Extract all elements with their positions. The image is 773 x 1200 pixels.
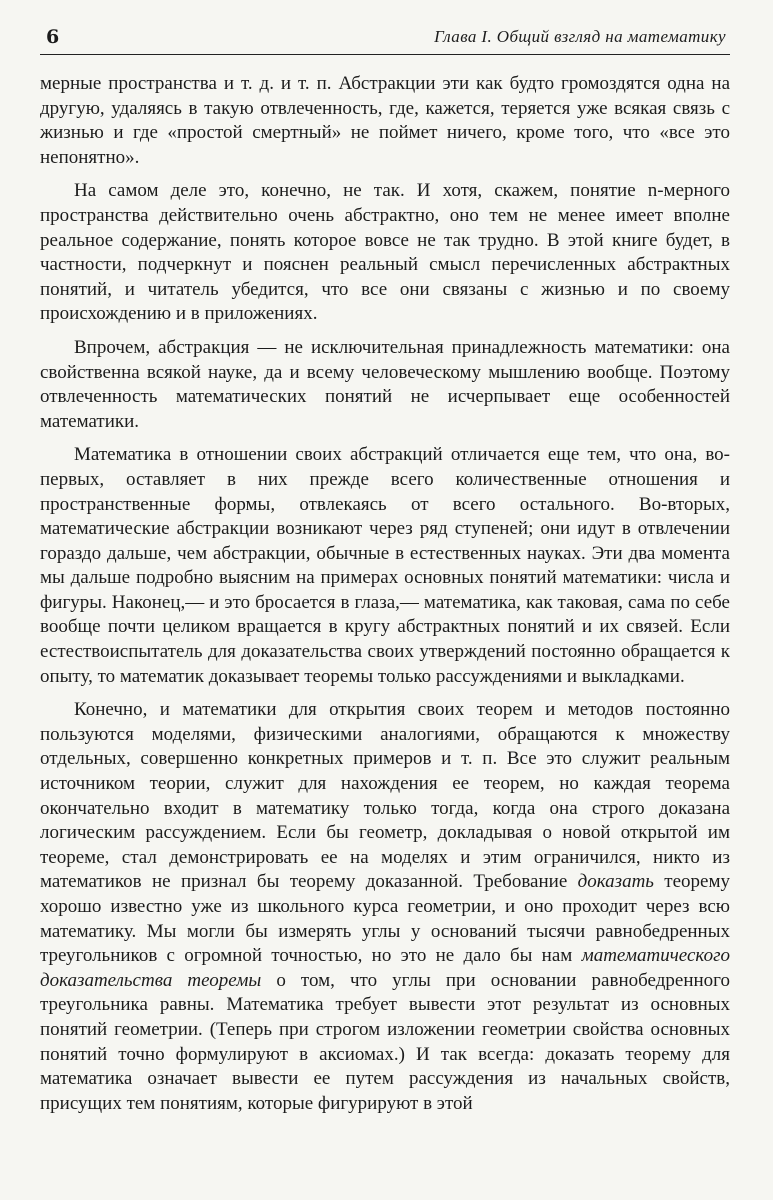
- emphasis-text: доказать: [577, 871, 654, 893]
- paragraph-with-emphasis: [40, 698, 730, 1116]
- page-header: [40, 24, 730, 55]
- emphasis-text: математического доказательства теоремы: [40, 945, 730, 991]
- page-number: 6: [46, 26, 60, 48]
- paragraph-text: теорему хорошо известно уже из школьного курса геометрии, и оно проходит через всю математику. Мы могли бы измерять углы у оснований тысячи равнобедренных треугольников с огромной точностью, но это не дало бы нам: [40, 871, 730, 967]
- paragraph: Впрочем, абстракция — не исключительная принадлежность математики: она свойственна всякой науке, да и всему человеческому мышлению вообще. Поэтому отвлеченность математических понятий не исчерпывает еще особенностей математики.: [40, 336, 730, 432]
- paragraph-text: Конечно, и математики для открытия своих теорем и методов постоянно пользуются моделями, физическими аналогиями, обращаются к множеству отдельных, совершенно конкретных примеров и т. п. Все это служит реальным источником теории, служит для нахождения ее теорем, но каждая теорема окончательно входит в математику только тогда, когда она строго доказана логическим рассуждением. Если бы геометр, докладывая о новой открытой им теореме, стал демонстрировать ее на моделях и этим ограничился, никто из математиков не признал бы теорему доказанной. Требование: [40, 699, 730, 893]
- paragraph: На самом деле это, конечно, не так. И хотя, скажем, понятие n-мерного пространства действительно очень абстрактно, оно тем не менее имеет вполне реальное содержание, понять которое вовсе не так трудно. В этой книге будет, в частности, подчеркнут и пояснен реальный смысл перечисленных абстрактных понятий, и читатель убедится, что все они связаны с жизнью и по своему происхождению и в приложениях.: [40, 180, 730, 325]
- paragraph-text: о том, что углы при основании равнобедренного треугольника равны. Математика требует вывести этот результат из основных понятий геометрии. (Теперь при строгом изложении геометрии свойства основных понятий точно формулируют в аксиомах.) И так всегда: доказать теорему для математика означает вывести ее путем рассуждения из начальных свойств, присущих тем понятиям, которые фигурируют в этой: [40, 969, 730, 1114]
- paragraph-continued: мерные пространства и т. д. и т. п. Абстракции эти как будто громоздятся одна на другую, удаляясь в такую отвлеченность, где, кажется, теряется уже всякая связь с жизнью и где «простой смертный» не поймет ничего, кроме того, что «все это непонятно».: [40, 73, 730, 168]
- paragraph: Математика в отношении своих абстракций отличается еще тем, что она, во-первых, оставляет в них прежде всего количественные отношения и пространственные формы, отвлекаясь от всего остального. Во-вторых, математические абстракции возникают через ряд ступеней; они идут в отвлечении гораздо дальше, чем абстракции, обычные в естественных науках. Эти два момента мы дальше подробно выясним на примерах основных понятий математики: числа и фигуры. Наконец,— и это бросается в глаза,— математика, как таковая, сама по себе вообще почти целиком вращается в кругу абстрактных понятий и их связей. Если естествоиспытатель для доказательства своих утверждений постоянно обращается к опыту, то математик доказывает теоремы только рассуждениями и выкладками.: [40, 444, 730, 687]
- page-body: [40, 72, 730, 1125]
- running-title: Глава I. Общий взгляд на математику: [434, 27, 726, 46]
